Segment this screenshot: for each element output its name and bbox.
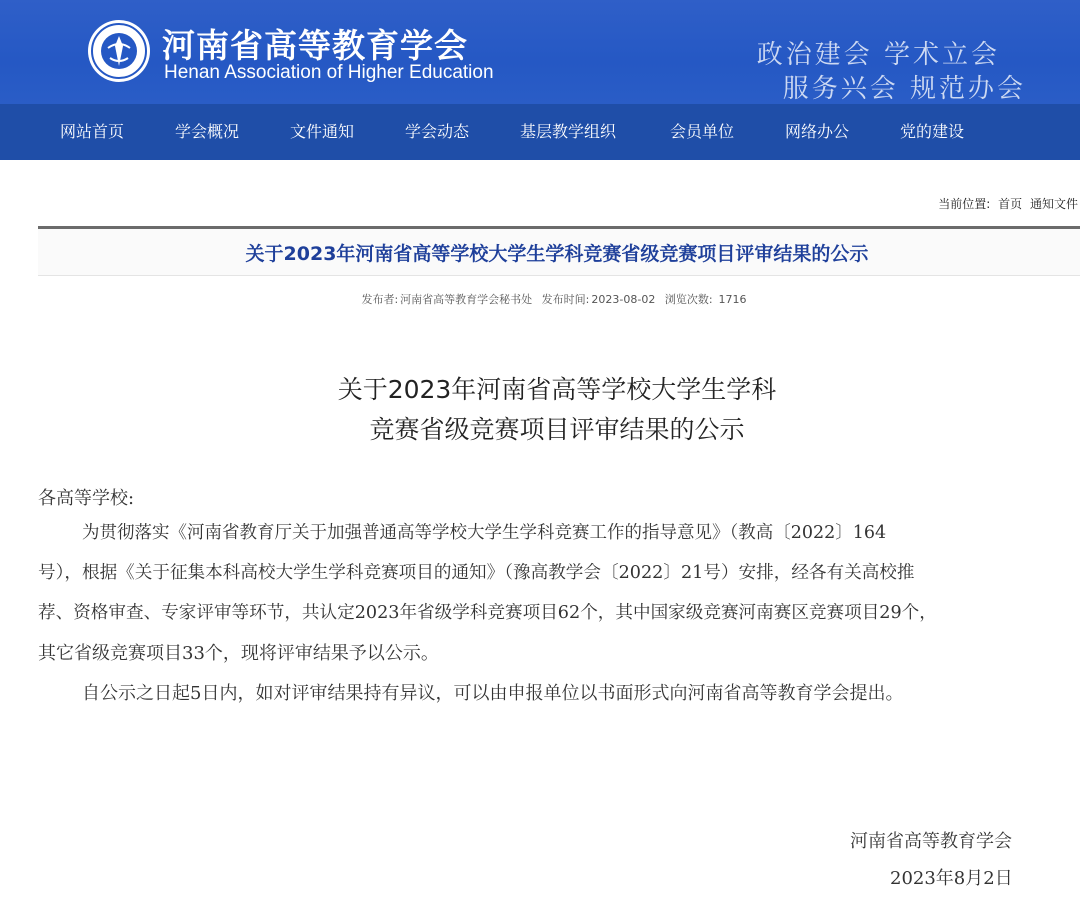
views-value: 1716 [718,293,747,306]
publisher-value: 河南省高等教育学会秘书处 [400,293,533,306]
slogan-line-2: 服务兴会 规范办会 [782,74,1026,104]
nav-item-party[interactable]: 党的建设 [900,122,965,141]
nav-item-about[interactable]: 学会概况 [175,122,240,141]
date-value: 2023-08-02 [591,293,656,306]
nav-item-office[interactable]: 网络办公 [785,122,850,141]
breadcrumb-label: 当前位置: [938,197,991,211]
association-emblem-icon [86,18,152,84]
main-nav [0,104,1080,160]
nav-item-news[interactable]: 学会动态 [405,122,470,141]
nav-item-notices[interactable]: 文件通知 [290,122,355,141]
article-title: 关于2023年河南省高等学校大学生学科竞赛省级竞赛项目评审结果的公示 [245,243,869,265]
doc-title-line-2: 竞赛省级竞赛项目评审结果的公示 [369,415,745,444]
date-label: 发布时间: [541,293,590,306]
paragraph-1-line-2: 号），根据《关于征集本科高校大学生学科竞赛项目的通知》（豫高教学会〔2022〕21号）安排，经各有关高校推 [38,563,915,583]
salutation: 各高等学校: [38,488,135,509]
paragraph-1-line-4: 其它省级竞赛项目33个，现将评审结果予以公示。 [38,643,439,664]
paragraph-2: 自公示之日起5日内，如对评审结果持有异议，可以由申报单位以书面形式向河南省高等教育学会提出。 [82,683,904,704]
sign-date: 2023年8月2日 [890,868,1013,889]
site-title-english: Henan Association of Higher Education [164,62,494,83]
article-meta [0,291,1080,307]
site-header [0,0,1080,104]
views-label: 浏览次数: [664,293,713,306]
nav-item-teaching-orgs[interactable]: 基层教学组织 [520,122,617,141]
slogan-line-1: 政治建会 学术立会 [756,40,1000,70]
nav-item-home[interactable]: 网站首页 [60,122,125,141]
doc-title-line-1: 关于2023年河南省高等学校大学生学科 [337,375,777,404]
nav-item-members[interactable]: 会员单位 [670,122,735,141]
paragraph-1-line-3: 荐、资格审查、专家评审等环节，共认定2023年省级学科竞赛项目62个，其中国家级竞赛河南赛区竞赛项目29个， [38,603,937,623]
publisher-label: 发布者: [361,293,399,306]
breadcrumb-home-link[interactable]: 首页 [998,197,1023,211]
paragraph-1-line-1: 为贯彻落实《河南省教育厅关于加强普通高等学校大学生学科竞赛工作的指导意见》（教高〔2022〕164 [82,523,887,543]
breadcrumb [934,195,1078,212]
breadcrumb-notices-link[interactable]: 通知文件 [1029,197,1078,211]
signature: 河南省高等教育学会 [850,831,1012,852]
site-title[interactable]: 河南省高等教育学会 [162,26,468,65]
association-logo[interactable] [86,18,152,84]
